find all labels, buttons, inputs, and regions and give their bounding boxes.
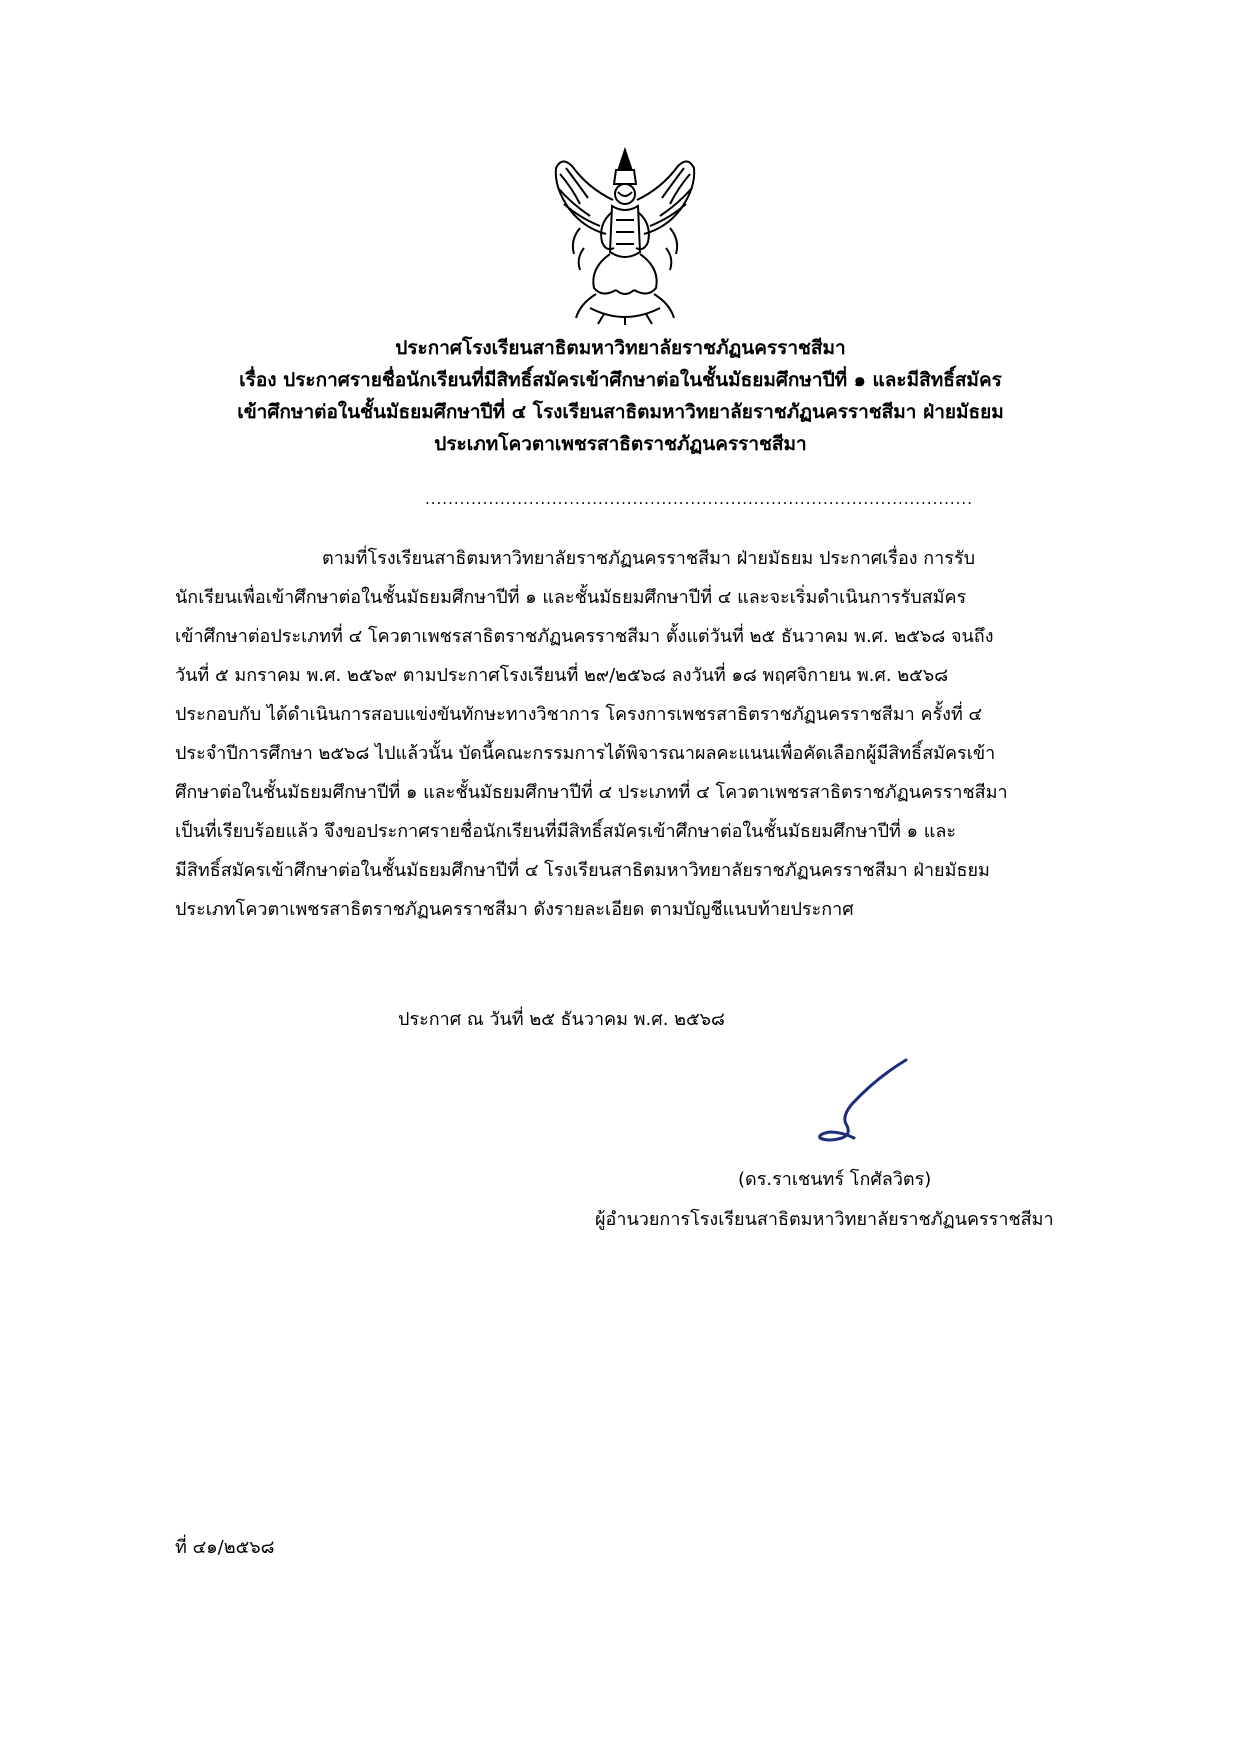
title-line: เรื่อง ประกาศรายชื่อนักเรียนที่มีสิทธิ์สมัครเข้าศึกษาต่อในชั้นมัธยมศึกษาปีที่ ๑ และมีสิทธิ์สมัคร — [239, 369, 1002, 391]
title-line: เข้าศึกษาต่อในชั้นมัธยมศึกษาปีที่ ๔ โรงเรียนสาธิตมหาวิทยาลัยราชภัฏนครราชสีมา ฝ่ายมัธยม — [237, 401, 1004, 423]
announcement-body — [175, 539, 1126, 929]
body-line: ประจำปีการศึกษา ๒๕๖๘ ไปแล้วนั้น บัดนี้คณะกรรมการได้พิจารณาผลคะแนนเพื่อคัดเลือกผู้มีสิทธิ์สมัครเข้า — [175, 743, 996, 764]
dotted-separator: ............................................................................................... — [425, 490, 973, 508]
signature-icon — [812, 1058, 908, 1148]
garuda-emblem-icon — [550, 148, 700, 326]
announcement-title — [175, 332, 1066, 460]
signer-title: ผู้อำนวยการโรงเรียนสาธิตมหาวิทยาลัยราชภัฏนครราชสีมา — [595, 1209, 1054, 1230]
body-line: ประเภทโควตาเพชรสาธิตราชภัฏนครราชสีมา ดังรายละเอียด ตามบัญชีแนบท้ายประกาศ — [175, 899, 854, 920]
body-line: ประกอบกับ ได้ดำเนินการสอบแข่งขันทักษะทางวิชาการ โครงการเพชรสาธิตราชภัฏนครราชสีมา ครั้งที่ ๔ — [175, 704, 983, 725]
body-line: ตามที่โรงเรียนสาธิตมหาวิทยาลัยราชภัฏนครราชสีมา ฝ่ายมัธยม ประกาศเรื่อง การรับ — [322, 548, 976, 569]
body-line: นักเรียนเพื่อเข้าศึกษาต่อในชั้นมัธยมศึกษาปีที่ ๑ และชั้นมัธยมศึกษาปีที่ ๔ และจะเริ่มดำเนินการรับสมัคร — [175, 587, 967, 608]
title-line: ประกาศโรงเรียนสาธิตมหาวิทยาลัยราชภัฏนครราชสีมา — [395, 337, 846, 359]
body-line: วันที่ ๕ มกราคม พ.ศ. ๒๕๖๙ ตามประกาศโรงเรียนที่ ๒๙/๒๕๖๘ ลงวันที่ ๑๘ พฤศจิกายน พ.ศ. ๒๕๖๘ — [175, 665, 949, 686]
body-line: ศึกษาต่อในชั้นมัธยมศึกษาปีที่ ๑ และชั้นมัธยมศึกษาปีที่ ๔ ประเภทที่ ๔ โควตาเพชรสาธิตราชภัฏนครราชสีมา — [175, 782, 1008, 803]
signer-name: (ดร.ราเชนทร์ โกศัลวิตร) — [738, 1169, 932, 1190]
body-line: เข้าศึกษาต่อประเภทที่ ๔ โควตาเพชรสาธิตราชภัฏนครราชสีมา ตั้งแต่วันที่ ๒๕ ธันวาคม พ.ศ. ๒๕๖๘ จนถึง — [175, 626, 994, 647]
title-line: ประเภทโควตาเพชรสาธิตราชภัฏนครราชสีมา — [434, 433, 807, 455]
announcement-date: ประกาศ ณ วันที่ ๒๕ ธันวาคม พ.ศ. ๒๕๖๘ — [398, 1009, 725, 1030]
body-line: เป็นที่เรียบร้อยแล้ว จึงขอประกาศรายชื่อนักเรียนที่มีสิทธิ์สมัครเข้าศึกษาต่อในชั้นมัธยมศึกษาปีที่ ๑ และ — [175, 821, 957, 842]
body-line: มีสิทธิ์สมัครเข้าศึกษาต่อในชั้นมัธยมศึกษาปีที่ ๔ โรงเรียนสาธิตมหาวิทยาลัยราชภัฏนครราชสีมา ฝ่ายมัธยม — [175, 860, 990, 881]
document-number: ที่ ๔๑/๒๕๖๘ — [175, 1537, 275, 1558]
